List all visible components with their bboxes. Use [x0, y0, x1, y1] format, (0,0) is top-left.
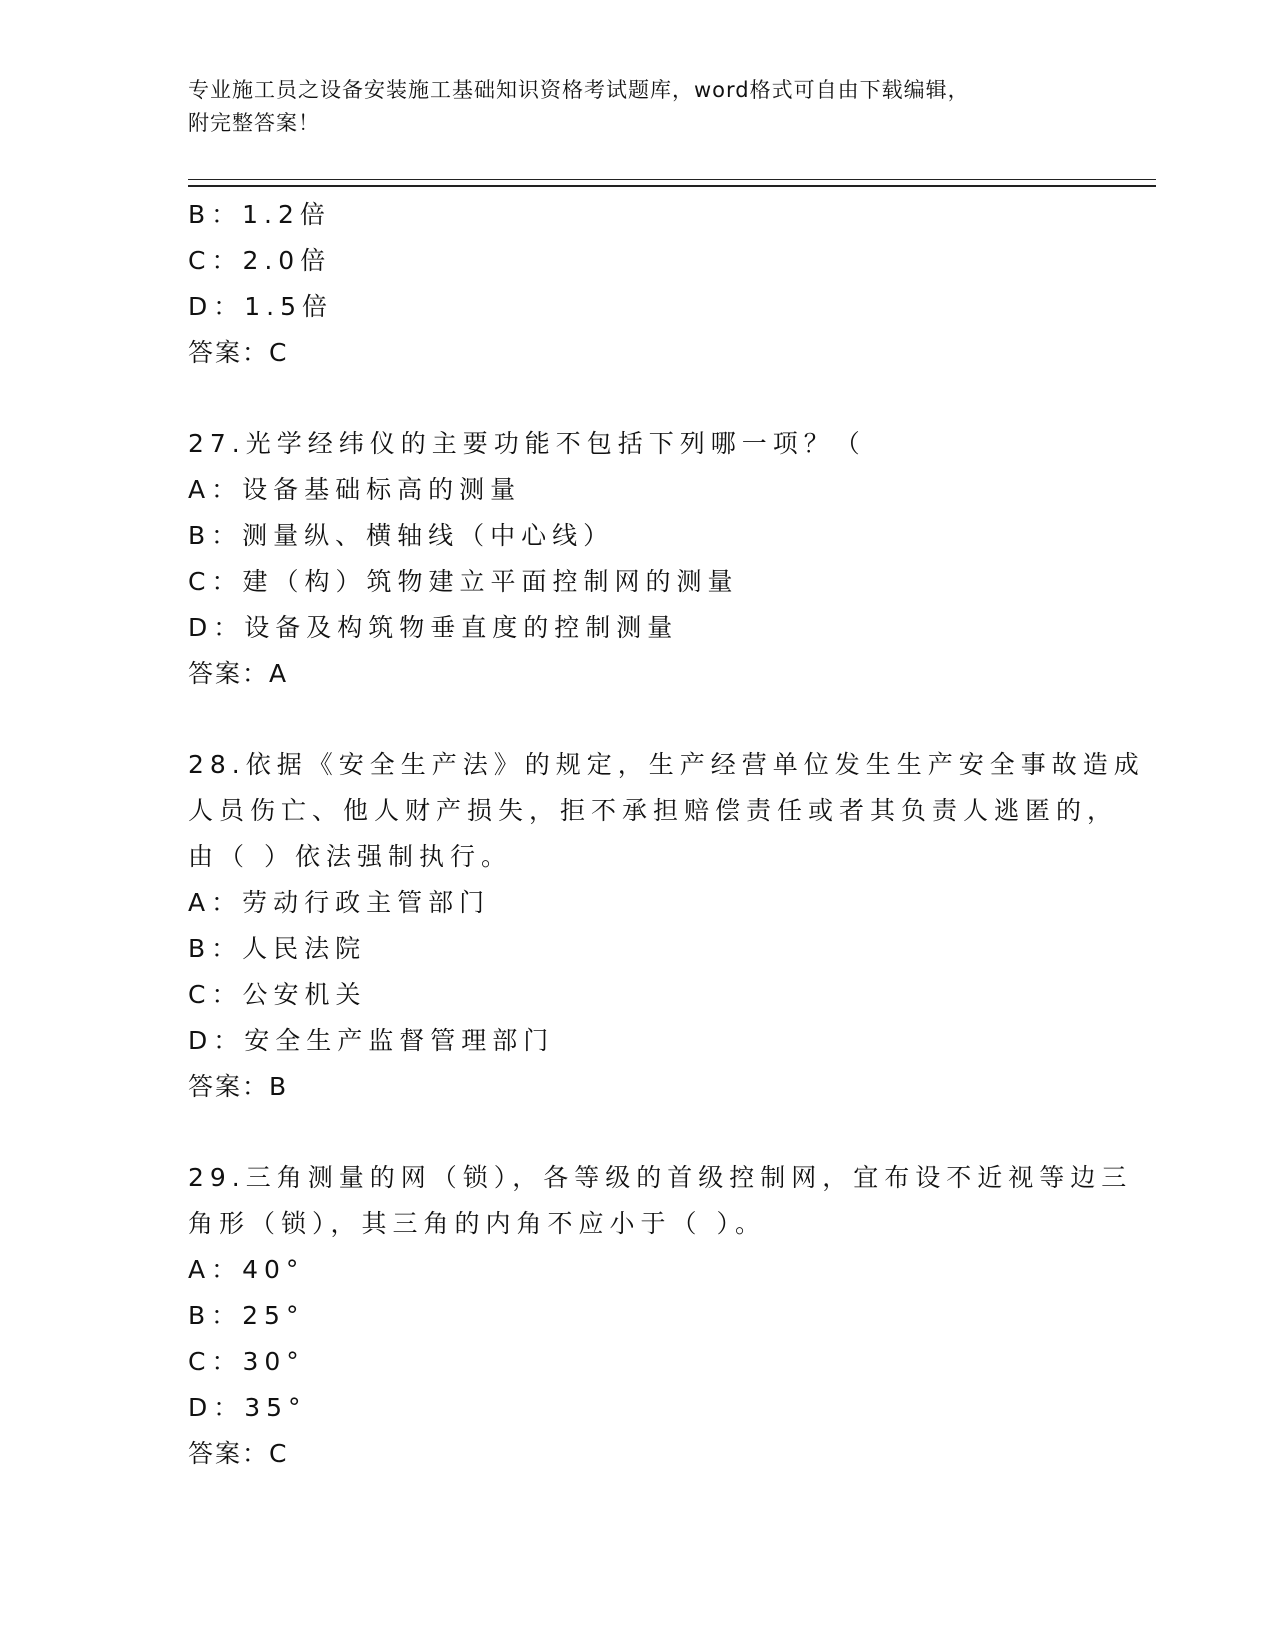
option-d: D：35°: [188, 1393, 307, 1422]
header-line-2: 附完整答案！: [188, 111, 320, 135]
header-line-1: 专业施工员之设备安装施工基础知识资格考试题库，word格式可自由下载编辑，: [188, 78, 970, 102]
option-a: A：40°: [188, 1255, 305, 1284]
option-b: B：人民法院: [188, 934, 367, 963]
option-b: B：1.2倍: [188, 200, 331, 229]
question-27: [188, 421, 1088, 697]
option-c: C：公安机关: [188, 980, 367, 1009]
question-28: [188, 742, 1145, 1110]
question-29: [188, 1155, 1133, 1477]
question-stem: 人员伤亡、他人财产损失，拒不承担赔偿责任或者其负责人逃匿的，: [188, 796, 1119, 825]
option-c: C：30°: [188, 1347, 305, 1376]
question-stem: 27.光学经纬仪的主要功能不包括下列哪一项？（: [188, 429, 866, 458]
option-c: C：建（构）筑物建立平面控制网的测量: [188, 567, 739, 596]
option-d: D：安全生产监督管理部门: [188, 1026, 555, 1055]
option-d: D：设备及构筑物垂直度的控制测量: [188, 613, 679, 642]
option-b: B：测量纵、横轴线（中心线）: [188, 521, 615, 550]
option-a: A：设备基础标高的测量: [188, 475, 522, 504]
option-b: B：25°: [188, 1301, 305, 1330]
option-a: A：劳动行政主管部门: [188, 888, 491, 917]
question-stem: 角形（锁），其三角的内角不应小于（ ）。: [188, 1209, 766, 1238]
question-stem: 28.依据《安全生产法》的规定，生产经营单位发生生产安全事故造成: [188, 750, 1145, 779]
answer: 答案：C: [188, 1439, 289, 1468]
question-26-tail: [188, 192, 1088, 376]
answer: 答案：B: [188, 1072, 289, 1101]
header-divider: [188, 179, 1156, 187]
option-d: D：1.5倍: [188, 292, 334, 321]
question-stem: 由（ ）依法强制执行。: [188, 842, 512, 871]
answer: 答案：C: [188, 338, 289, 367]
question-list: [188, 192, 1145, 1477]
document-header: [188, 74, 1068, 140]
question-stem: 29.三角测量的网（锁），各等级的首级控制网，宜布设不近视等边三: [188, 1163, 1133, 1192]
answer: 答案：A: [188, 659, 289, 688]
option-c: C：2.0倍: [188, 246, 332, 275]
